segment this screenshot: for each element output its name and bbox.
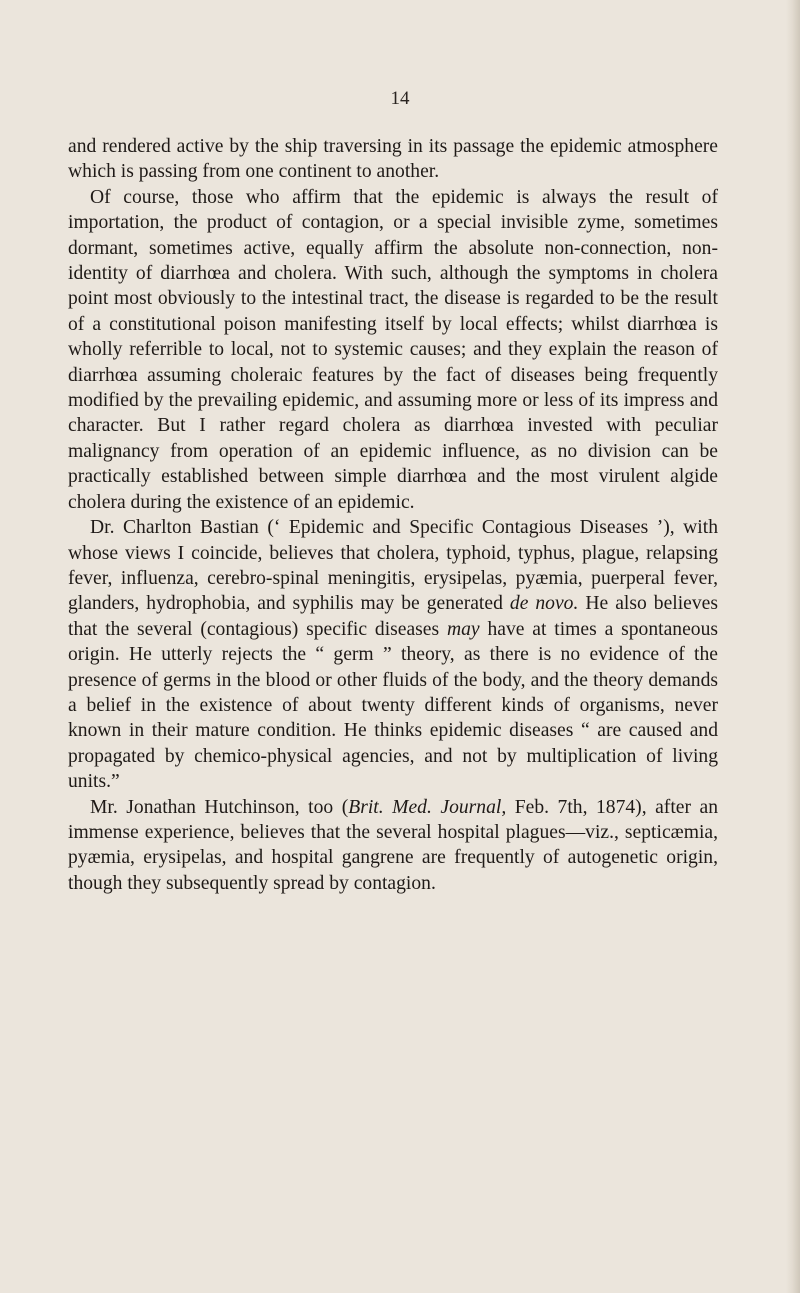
italic-citation: Brit. Med. Journal, bbox=[348, 796, 507, 818]
text-segment: and rendered active by the ship traversing in its passage the epidemic atmosphere which is passing from one continent to another. bbox=[68, 136, 718, 183]
text-segment: He also believes that the several (contagious) specific diseases bbox=[68, 593, 718, 640]
italic-phrase: may bbox=[446, 618, 480, 640]
text-segment: Dr. Charlton Bastian (‘ Epidemic and Specific Contagious Diseases ’), with whose views I coincide, believes that cholera, typhoid, typhus, plague, relapsing fever, influenza, cerebro-spinal meningitis, erysipelas, pyæmia, puerperal fever, glanders, hydrophobia, and syphilis may be generated bbox=[68, 517, 718, 615]
page-number: 14 bbox=[390, 88, 410, 109]
text-segment: Mr. Jonathan Hutchinson, too ( bbox=[90, 796, 349, 818]
paragraph bbox=[68, 795, 718, 897]
page-edge-shadow bbox=[786, 0, 800, 1293]
text-segment: Of course, those who affirm that the epidemic is always the result of importation, the product of contagion, or a special invisible zyme, sometimes dormant, sometimes active, equally affirm the absolute non-connection, non-identity of diarrhœa and cholera. With such, although the symptoms in cholera point most obviously to the intestinal tract, the disease is regarded to be the result of a constitutional poison manifesting itself by local effects; whilst diarrhœa is wholly referrible to local, not to systemic causes; and they explain the reason of diarrhœa assuming choleraic features by the fact of diseases being frequently modified by the prevailing epidemic, and assuming more or less of its impress and character. But I rather regard cholera as diarrhœa invested with peculiar malignancy from operation of an epidemic influence, as no division can be practically established between simple diarrhœa and the most virulent algide cholera during the existence of an epidemic. bbox=[68, 186, 718, 513]
body-text bbox=[68, 134, 718, 896]
paragraph bbox=[68, 185, 718, 515]
paragraph bbox=[68, 134, 718, 185]
text-segment: have at times a spontaneous origin. He utterly rejects the “ germ ” theory, as there is no evidence of the presence of germs in the blood or other fluids of the body, and the theory demands a belief in the existence of about twenty different kinds of organisms, never known in their mature condition. He thinks epidemic diseases “ are caused and propagated by chemico-physical agencies, and not by multiplication of living units.” bbox=[68, 618, 718, 793]
paragraph bbox=[68, 515, 718, 794]
italic-phrase: de novo. bbox=[509, 593, 579, 615]
text-segment: Feb. 7th, 1874), after an immense experience, believes that the several hospital plagues—viz., septicæmia, pyæmia, erysipelas, and hospital gangrene are frequently of autogenetic origin, though they subsequently spread by contagion. bbox=[68, 796, 718, 894]
